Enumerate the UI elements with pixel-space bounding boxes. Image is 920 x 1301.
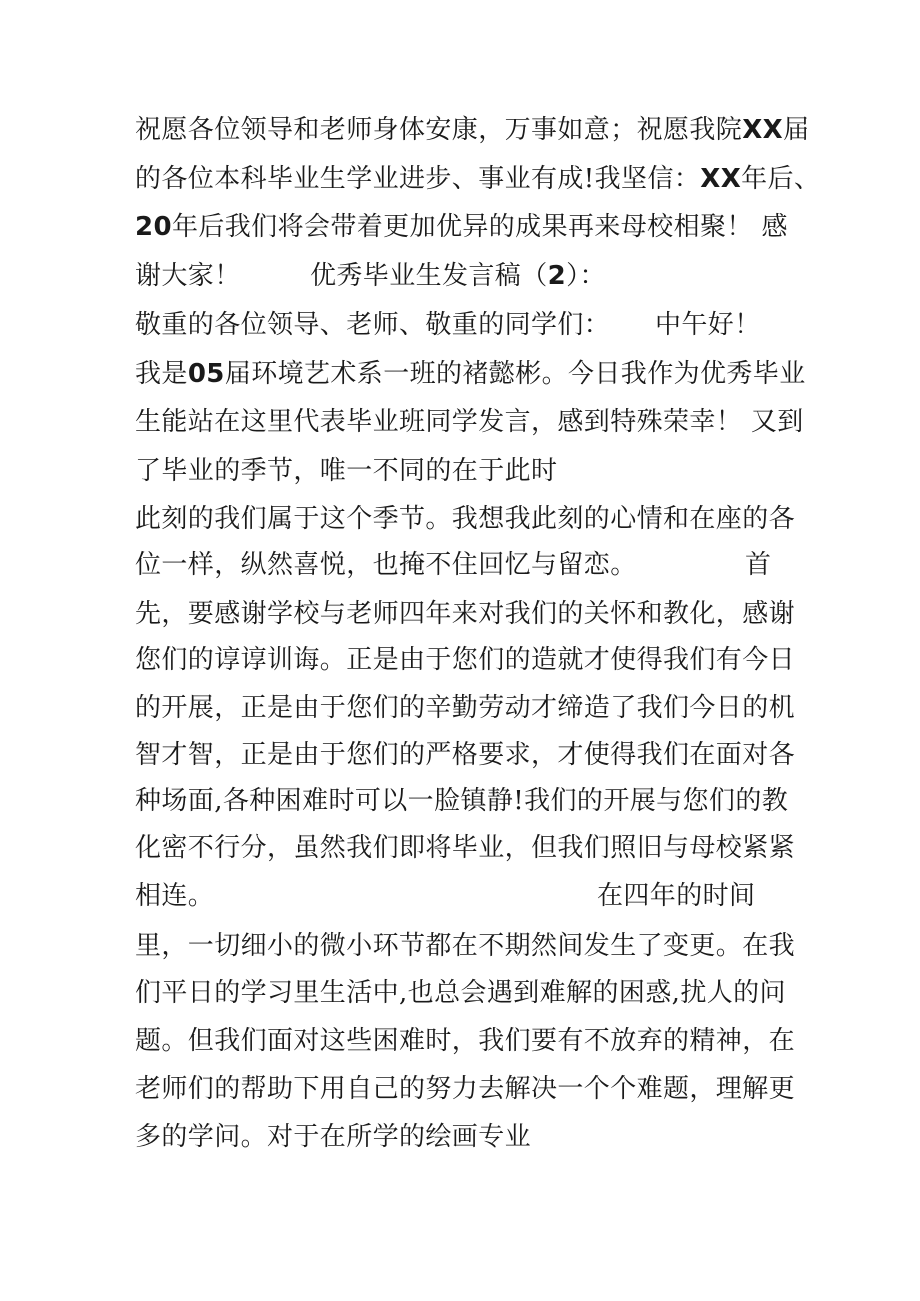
closing-thanks: 谢大家！ <box>135 261 241 291</box>
salutation: 敬重的各位领导、老师、敬重的同学们： <box>135 310 611 340</box>
text-line-11: 先，要感谢学校与老师四年来对我们的关怀和教化，感谢 <box>135 599 796 629</box>
text-line-1: 祝愿各位领导和老师身体安康，万事如意；祝愿我院XX届 <box>135 115 810 145</box>
greeting: 中午好！ <box>655 310 761 340</box>
text-line-15: 种场面,各种困难时可以一脸镇静!我们的开展与您们的教 <box>135 786 789 816</box>
text-line-4 <box>135 256 655 296</box>
text-line-5 <box>135 305 775 345</box>
text-line-14: 智才智，正是由于您们的严格要求，才使得我们在面对各 <box>135 740 796 770</box>
text-line-9: 此刻的我们属于这个季节。我想我此刻的心情和在座的各 <box>135 504 796 534</box>
text-line-16: 化密不行分，虽然我们即将毕业，但我们照旧与母校紧紧 <box>135 833 796 863</box>
text-line-6: 我是05届环境艺术系一班的褚懿彬。今日我作为优秀毕业 <box>135 359 806 389</box>
text-line-19: 们平日的学习里生活中,也总会遇到难解的困惑,扰人的问 <box>135 978 786 1008</box>
text-line-17: 相连。 在四年的时间 <box>135 881 756 911</box>
text-line-20: 题。但我们面对这些困难时，我们要有不放弃的精神，在 <box>135 1026 796 1056</box>
text-line-3: 20年后我们将会带着更加优异的成果再来母校相聚！ 感 <box>135 212 788 242</box>
text-line-8: 了毕业的季节，唯一不同的在于此时 <box>135 456 558 486</box>
text-line-18: 里，一切细小的微小环节都在不期然间发生了变更。在我 <box>135 931 796 961</box>
text-line-13: 的开展，正是由于您们的辛勤劳动才缔造了我们今日的机 <box>135 693 796 723</box>
section-title: 优秀毕业生发言稿（2）： <box>310 261 606 291</box>
text-line-2: 的各位本科毕业生学业进步、事业有成!我坚信：XX年后、 <box>135 164 821 194</box>
text-line-10: 位一样，纵然喜悦，也掩不住回忆与留恋。 首 <box>135 550 772 580</box>
text-line-7: 生能站在这里代表毕业班同学发言，感到特殊荣幸！ 又到 <box>135 407 804 437</box>
text-line-12: 您们的谆谆训诲。正是由于您们的造就才使得我们有今日 <box>135 645 796 675</box>
text-line-22: 多的学问。对于在所学的绘画专业 <box>135 1122 532 1152</box>
text-line-21: 老师们的帮助下用自己的努力去解决一个个难题，理解更 <box>135 1074 796 1104</box>
